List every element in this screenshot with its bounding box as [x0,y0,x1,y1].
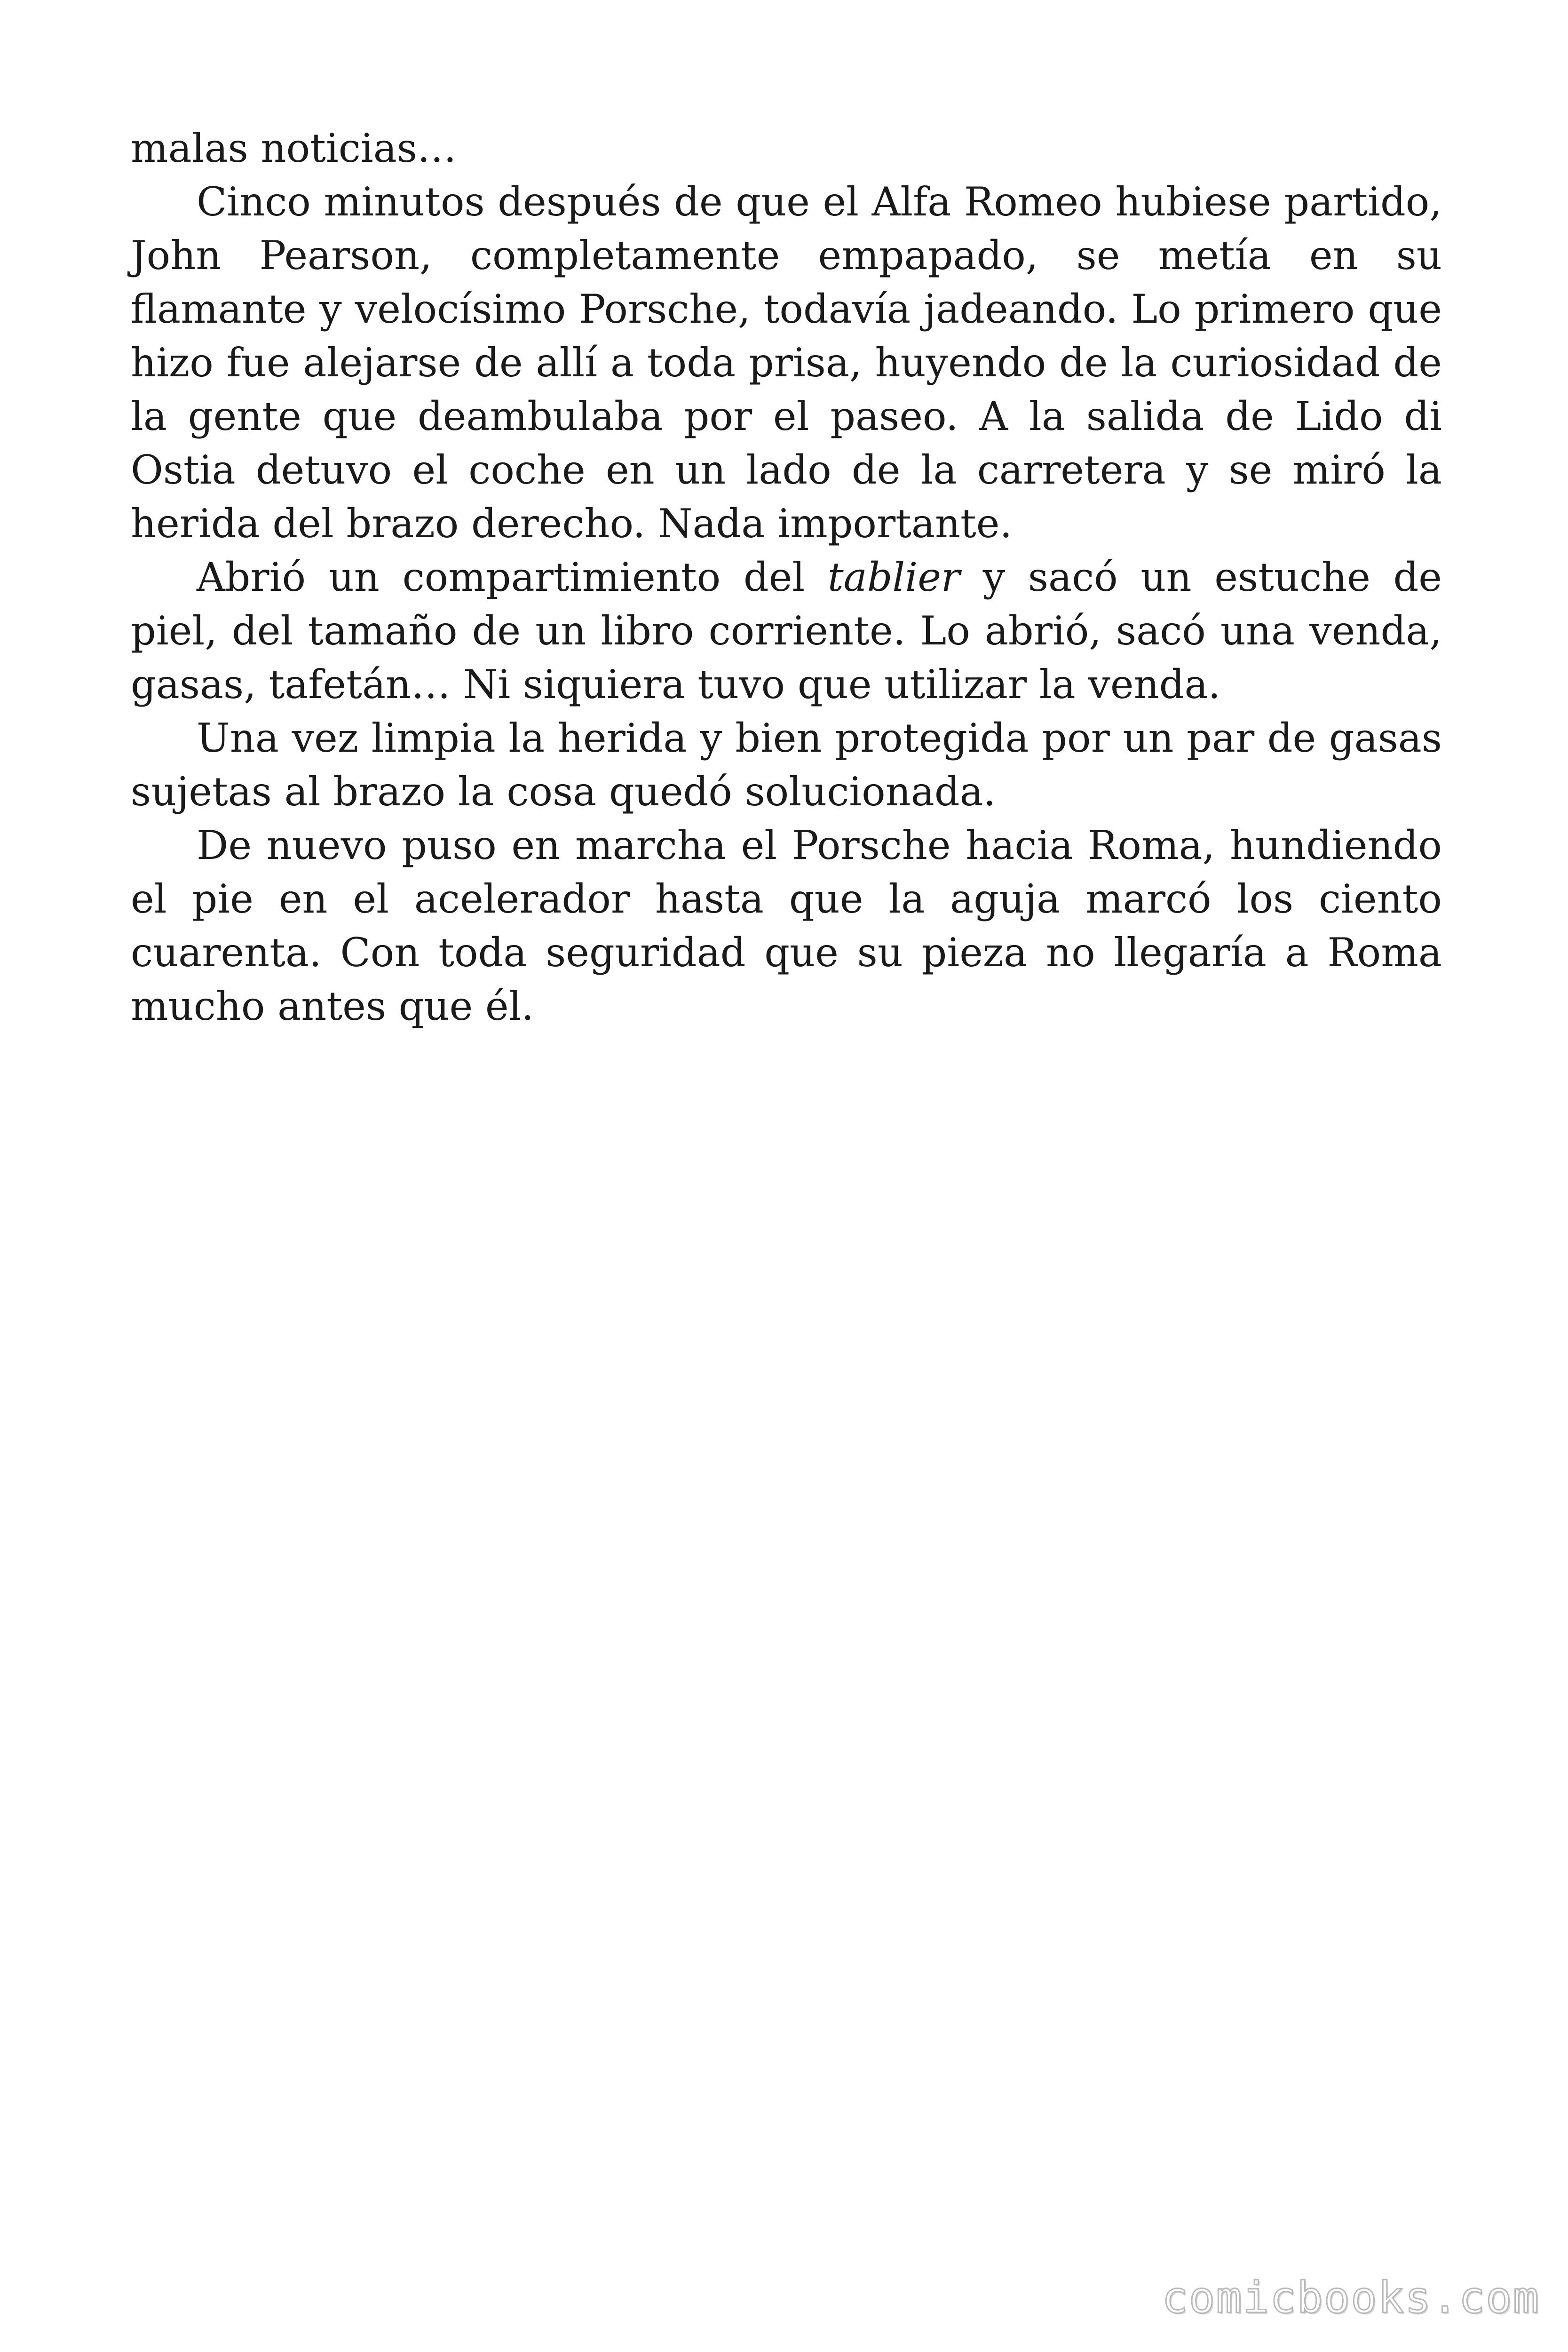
paragraph-4: Una vez limpia la herida y bien protegida por un par de gasas sujetas al brazo la cosa quedó solucionada. [131,715,1442,815]
paragraph-1: malas noticias… [131,125,457,171]
paragraph-2: Cinco minutos después de que el Alfa Romeo hubiese partido, John Pearson, completamente empapado, se metía en su flamante y velocísimo Porsche, todavía jadeando. Lo primero que hizo fue alejarse de allí a toda prisa, huyendo de la curiosidad de la gente que deambulaba por el paseo. A la salida de Lido di Ostia detuvo el coche en un lado de la carretera y se miró la herida del brazo derecho. Nada importante. [131,179,1442,547]
paragraph-5: De nuevo puso en marcha el Porsche hacia Roma, hundiendo el pie en el acelerador hasta que la aguja marcó los ciento cuarenta. Con toda seguridad que su pieza no llegaría a Roma mucho antes que él. [131,822,1442,1029]
page-body [131,121,1442,1033]
paragraph-3-end: y sacó un estuche de piel, del tamaño de un libro corriente. Lo abrió, sacó una venda, gasas, tafetán… Ni siquiera tuvo que utilizar la venda. [131,554,1442,707]
paragraph-3 [131,550,1442,711]
watermark: comicbooks.com [1162,2273,1540,2323]
italic-word: tablier [827,554,960,600]
paragraph-3-start: Abrió un compartimiento del [197,554,828,600]
